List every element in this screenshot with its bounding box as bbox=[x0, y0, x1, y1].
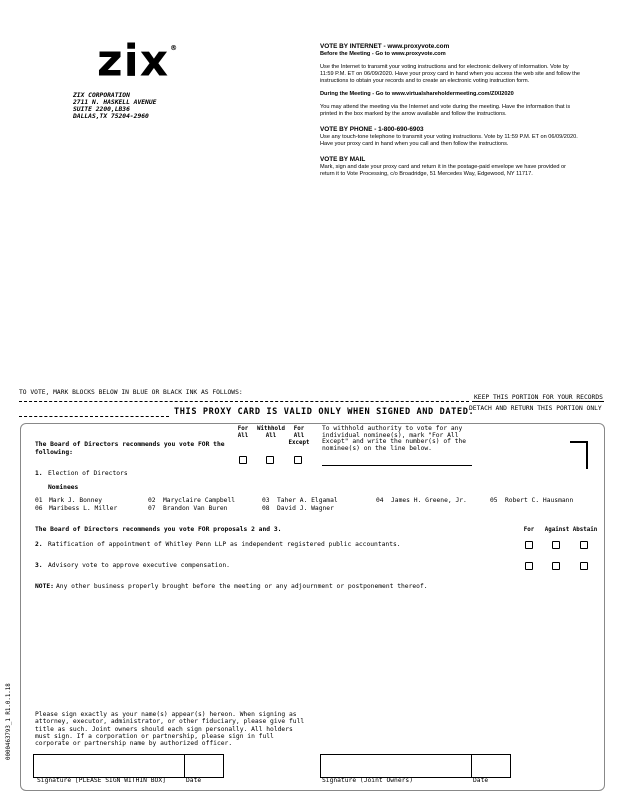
vote-internet-body: Use the Internet to transmit your voting instructions and for electronic delivery of information. Vote by 11:59 P.M. ET on 06/09/2020. Have your proxy card in hand when you access the web site and follow the instructions to obtain your records and to create an electronic voting instruction form. bbox=[320, 64, 580, 84]
col-withhold-all: Withhold All bbox=[257, 426, 285, 439]
nominee-number: 03 bbox=[262, 497, 270, 504]
item-2-abstain-checkbox[interactable] bbox=[580, 541, 588, 549]
col-for-all: For All bbox=[237, 426, 249, 439]
address-line: SUITE 2200,LB36 bbox=[73, 106, 130, 114]
nominee-number: 07 bbox=[148, 505, 156, 512]
note-label: NOTE: bbox=[35, 583, 54, 590]
vote-mail-heading: VOTE BY MAIL bbox=[320, 156, 366, 163]
nominee-name: James H. Greene, Jr. bbox=[391, 497, 467, 504]
vote-meeting-body: You may attend the meeting via the Internet and vote during the meeting. Have the information that is printed in the box marked by the arrow available and follow the instructions. bbox=[320, 104, 571, 117]
nominees-heading: Nominees bbox=[48, 484, 79, 491]
note-text: Any other business properly brought before the meeting or any adjournment or postponement thereof. bbox=[56, 583, 428, 590]
board-recommendation-1: The Board of Directors recommends you vote FOR the following: bbox=[35, 441, 225, 456]
nominee-name: Maribess L. Miller bbox=[49, 505, 118, 512]
vote-internet-sub: Before the Meeting - Go to www.proxyvote.com bbox=[320, 51, 446, 57]
nominee-name: Maryclaire Campbell bbox=[163, 497, 236, 504]
board-recommendation-2: The Board of Directors recommends you vote FOR proposals 2 and 3. bbox=[35, 526, 282, 533]
signature-box[interactable] bbox=[33, 754, 185, 778]
vote-internet-heading: VOTE BY INTERNET - www.proxyvote.com bbox=[320, 43, 450, 50]
item-2-label: Ratification of appointment of Whitley Penn LLP as independent registered public accountants. bbox=[48, 541, 401, 548]
nominee-number-line[interactable] bbox=[322, 465, 472, 466]
detach-line bbox=[19, 401, 469, 402]
detach-line-lower bbox=[19, 416, 169, 417]
vote-meeting-heading: During the Meeting - Go to www.virtualshareholdermeeting.com/ZIXI2020 bbox=[320, 91, 514, 97]
vote-instructions bbox=[320, 43, 580, 182]
address-line: DALLAS,TX 75204-2960 bbox=[73, 113, 149, 121]
joint-date-box[interactable] bbox=[471, 754, 511, 778]
address-line: 2711 N. HASKELL AVENUE bbox=[73, 99, 157, 107]
item-3-for-checkbox[interactable] bbox=[525, 562, 533, 570]
nominee-number: 01 bbox=[35, 497, 43, 504]
col-for: For bbox=[523, 527, 535, 533]
col-abstain: Abstain bbox=[572, 527, 598, 533]
item-1-label: Election of Directors bbox=[48, 470, 128, 477]
withhold-all-checkbox[interactable] bbox=[266, 456, 274, 464]
nominee-number: 05 bbox=[490, 497, 498, 504]
nominee-number: 06 bbox=[35, 505, 43, 512]
nominee-name: David J. Wagner bbox=[277, 505, 334, 512]
joint-date-label: Date bbox=[473, 777, 489, 784]
keep-divider bbox=[472, 401, 604, 402]
for-all-except-checkbox[interactable] bbox=[294, 456, 302, 464]
col-for-all-except: For All Except bbox=[288, 426, 310, 446]
vote-mail-body: Mark, sign and date your proxy card and return it in the postage-paid envelope we have provided or return it to Vote Processing, c/o Broadridge, 51 Mercedes Way, Edgewood, NY 11717. bbox=[320, 164, 566, 177]
item-3-number: 3. bbox=[35, 562, 43, 569]
to-vote-instruction: TO VOTE, MARK BLOCKS BELOW IN BLUE OR BLACK INK AS FOLLOWS: bbox=[19, 389, 243, 396]
nominee-number: 08 bbox=[262, 505, 270, 512]
company-address bbox=[73, 92, 156, 120]
vote-phone-heading: VOTE BY PHONE - 1-800-690-6903 bbox=[320, 126, 424, 133]
item-2-against-checkbox[interactable] bbox=[552, 541, 560, 549]
nominee-name: Taher A. Elgamal bbox=[277, 497, 338, 504]
date-box[interactable] bbox=[184, 754, 224, 778]
corner-mark bbox=[570, 441, 588, 469]
date-label: Date bbox=[186, 777, 202, 784]
nominee-name: Robert C. Hausmann bbox=[505, 497, 574, 504]
item-3-label: Advisory vote to approve executive compensation. bbox=[48, 562, 230, 569]
nominee-name: Mark J. Bonney bbox=[49, 497, 103, 504]
vote-phone-body: Use any touch-tone telephone to transmit your voting instructions. Vote by 11:59 P.M. ET on 06/09/2020. Have your proxy card in hand when you call and then follow the instructions. bbox=[320, 134, 578, 147]
nominee-number: 04 bbox=[376, 497, 384, 504]
item-1-number: 1. bbox=[35, 470, 43, 477]
joint-signature-box[interactable] bbox=[320, 754, 472, 778]
signature-label: Signature [PLEASE SIGN WITHIN BOX] bbox=[37, 777, 166, 784]
detach-portion-label: DETACH AND RETURN THIS PORTION ONLY bbox=[469, 405, 602, 412]
withhold-instructions: To withhold authority to vote for any individual nominee(s), mark "For All Except" and write the number(s) of the nominee(s) on the line below. bbox=[322, 425, 467, 452]
address-line: ZIX CORPORATION bbox=[73, 92, 130, 99]
sign-instructions: Please sign exactly as your name(s) appear(s) hereon. When signing as attorney, executor, administrator, or other fiduciary, please give full title as such. Joint owners should each sign personally. All holders must sign. If a corporation or partnership, please sign in full corporate or partnership name by authorized officer. bbox=[35, 711, 305, 748]
zix-logo: zix® bbox=[97, 35, 179, 87]
joint-signature-label: Signature (Joint Owners) bbox=[322, 777, 413, 784]
col-against: Against bbox=[544, 527, 570, 533]
nominee-name: Brandon Van Buren bbox=[163, 505, 228, 512]
item-2-number: 2. bbox=[35, 541, 43, 548]
valid-notice: THIS PROXY CARD IS VALID ONLY WHEN SIGNED AND DATED. bbox=[174, 407, 475, 417]
nominee-number: 02 bbox=[148, 497, 156, 504]
item-3-against-checkbox[interactable] bbox=[552, 562, 560, 570]
keep-portion-label: KEEP THIS PORTION FOR YOUR RECORDS bbox=[474, 394, 603, 401]
item-2-for-checkbox[interactable] bbox=[525, 541, 533, 549]
item-3-abstain-checkbox[interactable] bbox=[580, 562, 588, 570]
for-all-checkbox[interactable] bbox=[239, 456, 247, 464]
document-code: 0000463793_1 R1.0.1.18 bbox=[6, 683, 12, 760]
